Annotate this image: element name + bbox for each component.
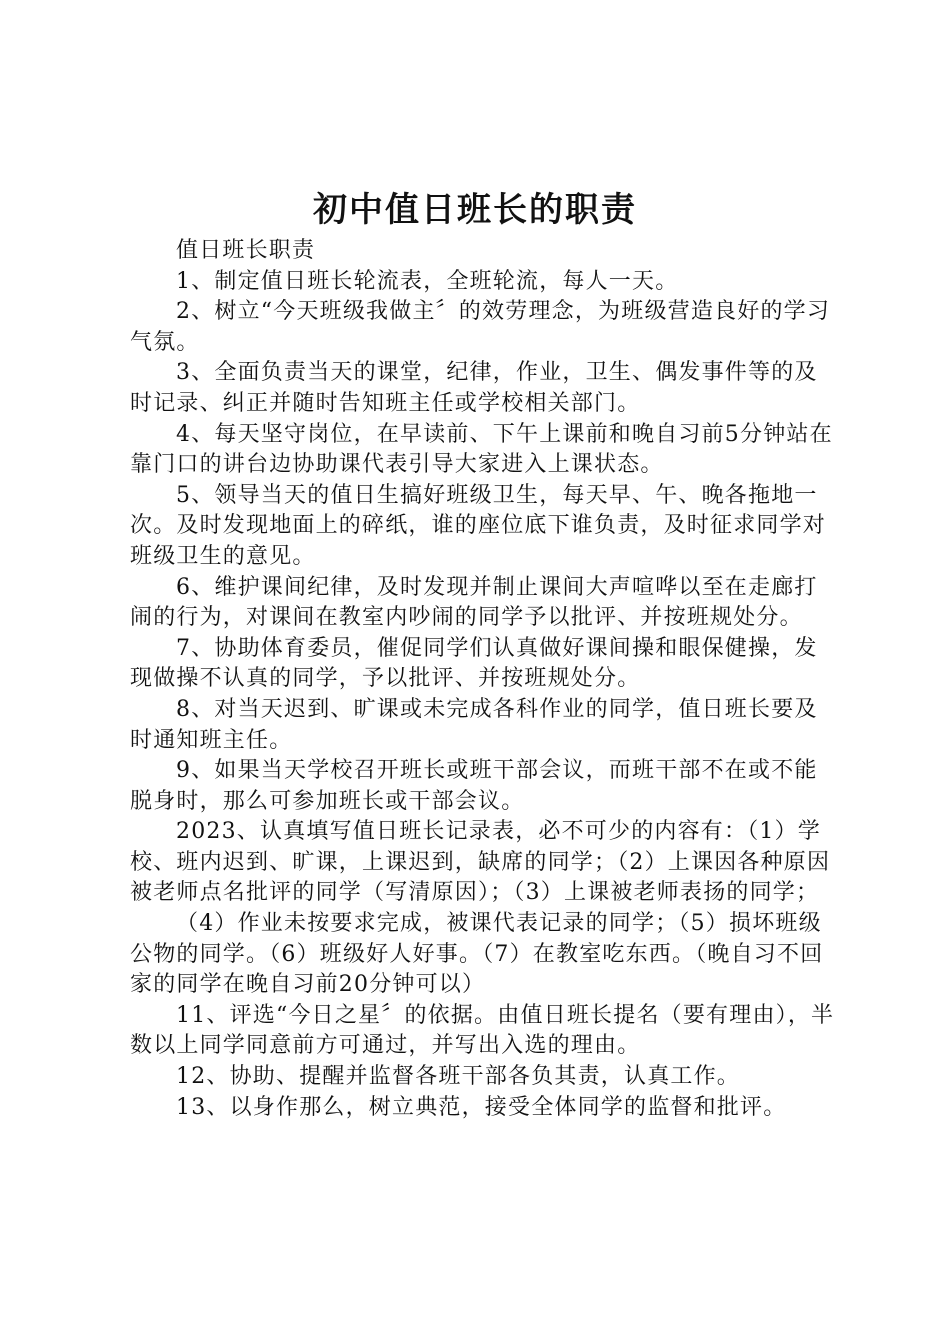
paragraph-item-5: 5、领导当天的值日生搞好班级卫生，每天早、午、晚各拖地一次。及时发现地面上的碎纸，谁的座位底下谁负责，及时征求同学对班级卫生的意见。 [130, 482, 827, 569]
document-body [130, 236, 840, 1123]
paragraph-item-10: 2023、认真填写值日班长记录表，必不可少的内容有：（1）学校、班内迟到、旷课，上课迟到，缺席的同学；（2）上课因各种原因被老师点名批评的同学（写清原因）；（3）上课被老师表扬的同学； [130, 819, 831, 906]
paragraph-item-7: 7、协助体育委员，催促同学们认真做好课间操和眼保健操，发现做操不认真的同学，予以批评、并按班规处分。 [130, 635, 818, 692]
paragraph-item-6: 6、维护课间纪律，及时发现并制止课间大声喧哗以至在走廊打闹的行为，对课间在教室内吵闹的同学予以批评、并按班规处分。 [130, 574, 818, 631]
paragraph-item-8: 8、对当天迟到、旷课或未完成各科作业的同学，值日班长要及时通知班主任。 [130, 696, 818, 753]
paragraph-item-3: 3、全面负责当天的课堂，纪律，作业，卫生、偶发事件等的及时记录、纠正并随时告知班主任或学校相关部门。 [130, 360, 818, 416]
paragraph-item-11: 11、评选“今日之星〞的依据。由值日班长提名（要有理由），半数以上同学同意前方可通过，并写出入选的理由。 [130, 1002, 835, 1059]
paragraph-item-1: 1、制定值日班长轮流表，全班轮流，每人一天。 [176, 268, 679, 294]
paragraph-item-9: 9、如果当天学校召开班长或班干部会议，而班干部不在或不能脱身时，那么可参加班长或干部会议。 [130, 758, 818, 814]
paragraph-item-10-continued: （4）作业未按要求完成，被课代表记录的同学；（5）损坏班级公物的同学。（6）班级好人好事。（7）在教室吃东西。（晚自习不回家的同学在晚自习前20分钟可以） [130, 911, 824, 998]
page-title: 初中值日班长的职责 [313, 190, 637, 230]
section-heading: 值日班长职责 [176, 238, 316, 263]
paragraph-item-4: 4、每天坚守岗位，在早读前、下午上课前和晚自习前5分钟站在靠门口的讲台边协助课代表引导大家进入上课状态。 [130, 421, 833, 478]
paragraph-item-12: 12、协助、提醒并监督各班干部各负其责，认真工作。 [176, 1064, 740, 1090]
paragraph-item-13: 13、以身作那么，树立典范，接受全体同学的监督和批评。 [176, 1094, 787, 1120]
paragraph-item-2: 2、树立“今天班级我做主〞的效劳理念，为班级营造良好的学习气氛。 [130, 299, 831, 355]
